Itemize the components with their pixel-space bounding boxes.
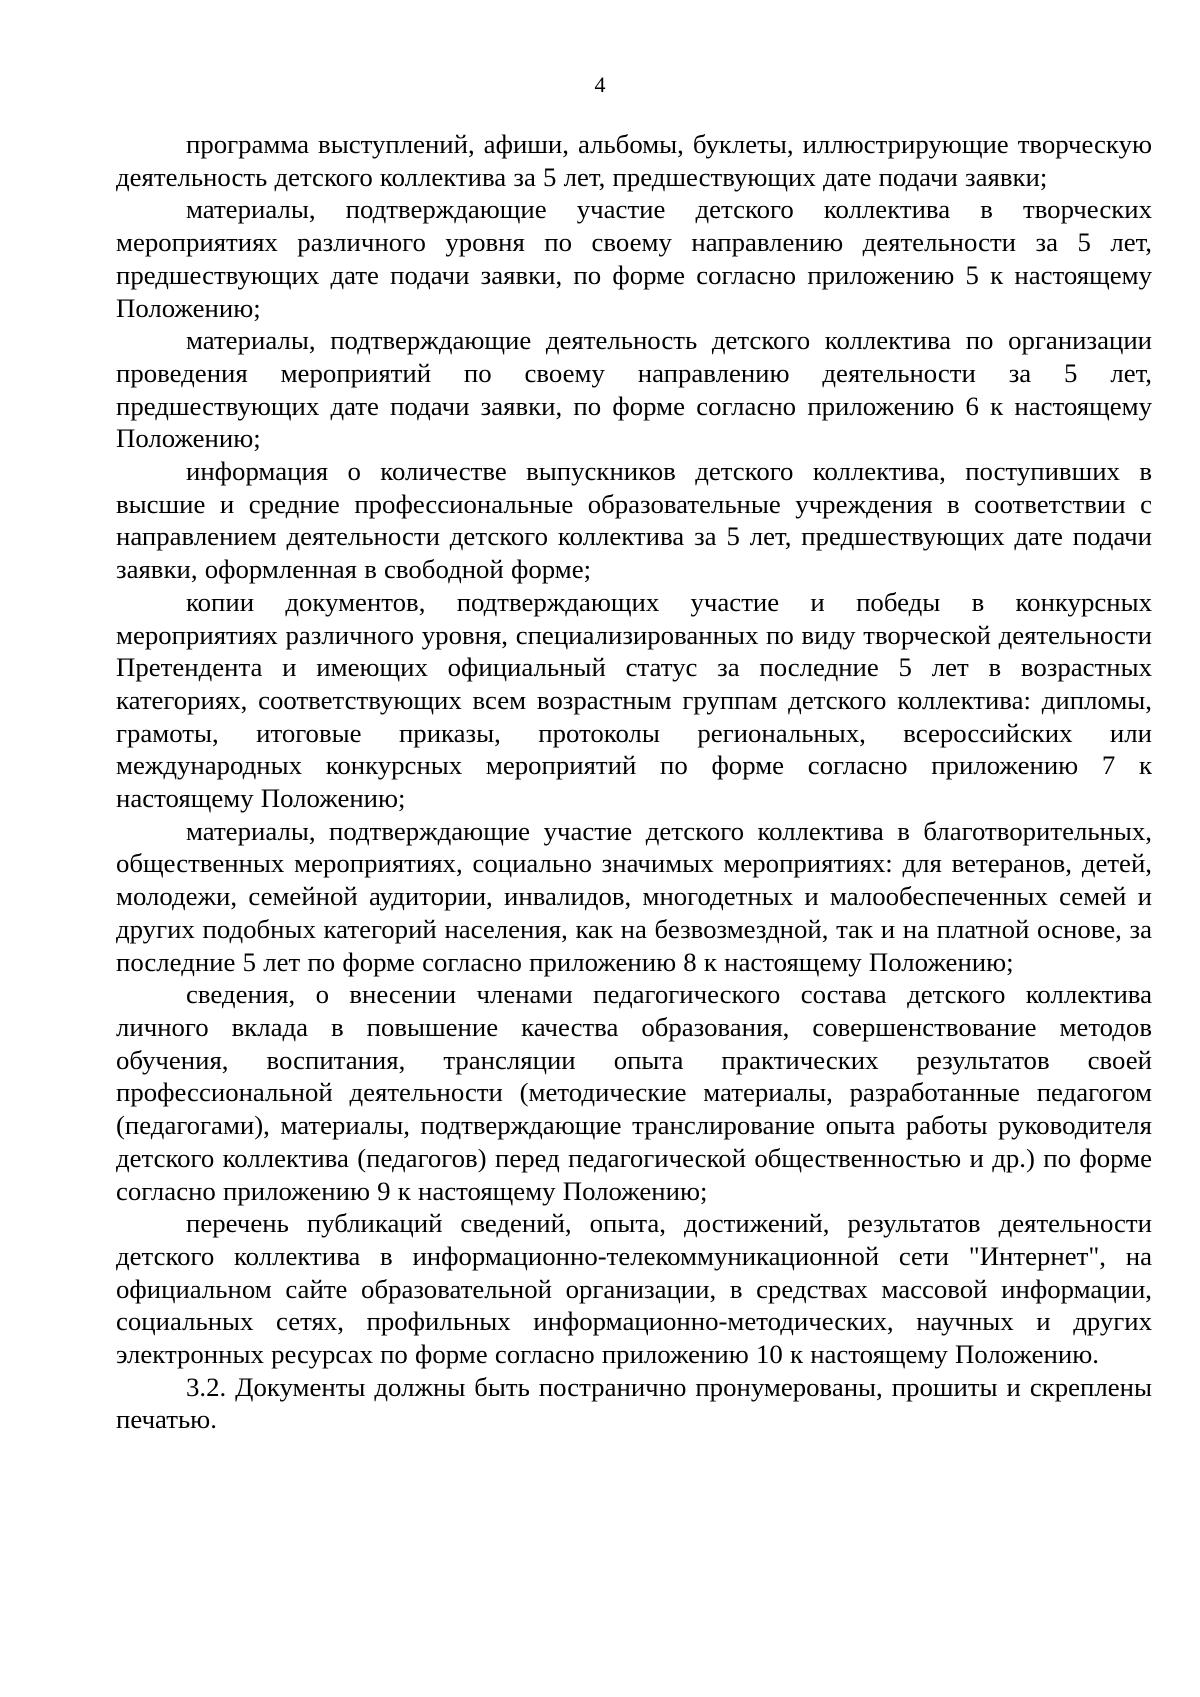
paragraph-event-organization: материалы, подтверждающие деятельность детского коллектива по организации проведения мероприятий по своему направлению деятельности за 5 лет, предшествующих дате подачи заявки, по форме согласно приложению 6 к настоящему Положению; [116,325,1152,454]
paragraph-section-3-2: 3.2. Документы должны быть постранично пронумерованы, прошиты и скреплены печатью. [116,1371,1152,1435]
page-number: 4 [594,72,606,97]
document-body [116,128,1152,1436]
paragraph-performance-program: программа выступлений, афиши, альбомы, буклеты, иллюстрирующие творческую деятельность детского коллектива за 5 лет, предшествующих дате подачи заявки; [116,129,1152,192]
paragraph-creative-events-participation: материалы, подтверждающие участие детского коллектива в творческих мероприятиях различного уровня по своему направлению деятельности за 5 лет, предшествующих дате подачи заявки, по форме согласно приложению 5 к настоящему Положению; [116,194,1152,323]
paragraph-publications-list: перечень публикаций сведений, опыта, достижений, результатов деятельности детского коллектива в информационно-телекоммуникационной сети "Интернет", на официальном сайте образовательной организации, в средствах массовой информации, социальных сетях, профильных информационно-методических, научных и других электронных ресурсах по форме согласно приложению 10 к настоящему Положению. [116,1208,1152,1370]
paragraph-competition-documents: копии документов, подтверждающих участие и победы в конкурсных мероприятиях различного уровня, специализированных по виду творческой деятельности Претендента и имеющих официальный статус за последние 5 лет в возрастных категориях, соответствующих всем возрастным группам детского коллектива: дипломы, грамоты, итоговые приказы, протоколы региональных, всероссийских или международных конкурсных мероприятий по форме согласно приложению 7 к настоящему Положению; [116,586,1152,814]
paragraph-graduates-info: информация о количестве выпускников детского коллектива, поступивших в высшие и средние профессиональные образовательные учреждения в соответствии с направлением деятельности детского коллектива за 5 лет, предшествующих дате подачи заявки, оформленная в свободной форме; [116,456,1152,585]
paragraph-teaching-staff-contribution: сведения, о внесении членами педагогического состава детского коллектива личного вклада в повышение качества образования, совершенствование методов обучения, воспитания, трансляции опыта практических результатов своей профессиональной деятельности (методические материалы, разработанные педагогом (педагогами), материалы, подтверждающие транслирование опыта работы руководителя детского коллектива (педагогов) перед педагогической общественностью и др.) по форме согласно приложению 9 к настоящему Положению; [116,979,1152,1206]
paragraph-charity-events: материалы, подтверждающие участие детского коллектива в благотворительных, общественных мероприятиях, социально значимых мероприятиях: для ветеранов, детей, молодежи, семейной аудитории, инвалидов, многодетных и малообеспеченных семей и других подобных категорий населения, как на безвозмездной, так и на платной основе, за последние 5 лет по форме согласно приложению 8 к настоящему Положению; [116,815,1152,977]
